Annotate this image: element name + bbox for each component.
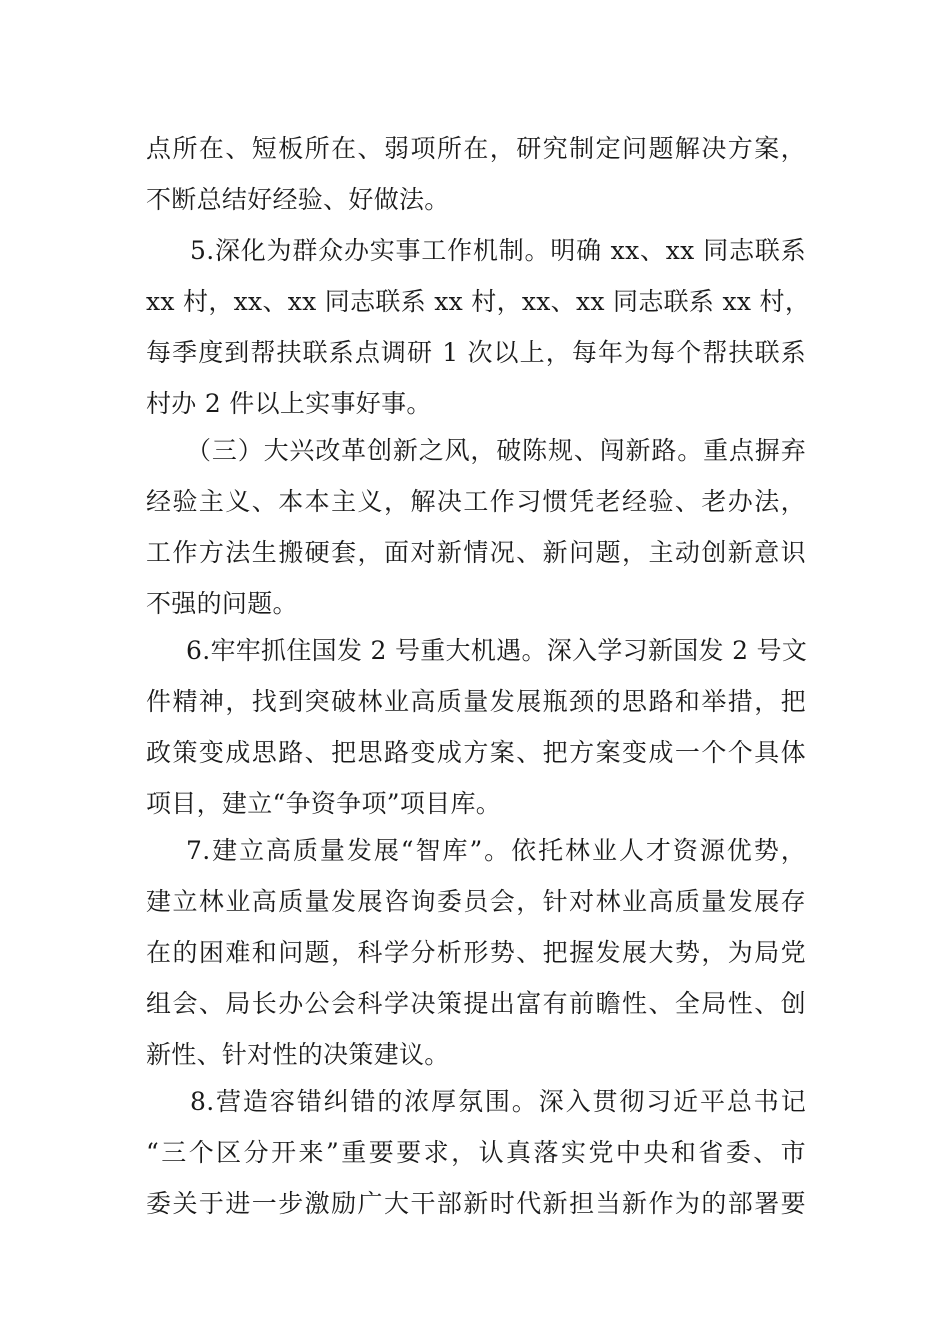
text-line: 政策变成思路、把思路变成方案、把方案变成一个个具体 [146, 738, 806, 767]
text-line: 不强的问题。 [146, 589, 298, 618]
item-5-heading-line: 5.深化为群众办实事工作机制。明确 xx、xx 同志联系 [190, 236, 806, 265]
text-line: 建立林业高质量发展咨询委员会，针对林业高质量发展存 [146, 887, 806, 916]
text-line: 件精神，找到突破林业高质量发展瓶颈的思路和举措，把 [146, 687, 806, 716]
text-line: 在的困难和问题，科学分析形势、把握发展大势，为局党 [146, 938, 806, 967]
text-line: 村办 2 件以上实事好事。 [146, 389, 432, 418]
text-line: 点所在、短板所在、弱项所在，研究制定问题解决方案， [146, 134, 806, 163]
text-line: 不断总结好经验、好做法。 [146, 185, 450, 214]
item-7-heading-line: 7.建立高质量发展“智库”。依托林业人才资源优势， [186, 836, 806, 865]
text-line: 委关于进一步激励广大干部新时代新担当新作为的部署要 [146, 1189, 806, 1218]
text-line: 项目，建立“争资争项”项目库。 [146, 789, 502, 818]
text-line: 工作方法生搬硬套，面对新情况、新问题，主动创新意识 [146, 538, 806, 567]
text-line: 经验主义、本本主义，解决工作习惯凭老经验、老办法， [146, 487, 806, 516]
section-3-heading-line: （三）大兴改革创新之风，破陈规、闯新路。重点摒弃 [186, 436, 806, 465]
text-line: 新性、针对性的决策建议。 [146, 1040, 450, 1069]
item-8-heading-line: 8.营造容错纠错的浓厚氛围。深入贯彻习近平总书记 [190, 1087, 806, 1116]
text-line: 每季度到帮扶联系点调研 1 次以上，每年为每个帮扶联系 [146, 338, 806, 367]
text-line: 组会、局长办公会科学决策提出富有前瞻性、全局性、创 [146, 989, 806, 1018]
text-line: xx 村，xx、xx 同志联系 xx 村，xx、xx 同志联系 xx 村， [146, 287, 811, 316]
text-line: “三个区分开来”重要要求，认真落实党中央和省委、市 [146, 1138, 806, 1167]
item-6-heading-line: 6.牢牢抓住国发 2 号重大机遇。深入学习新国发 2 号文 [186, 636, 808, 665]
